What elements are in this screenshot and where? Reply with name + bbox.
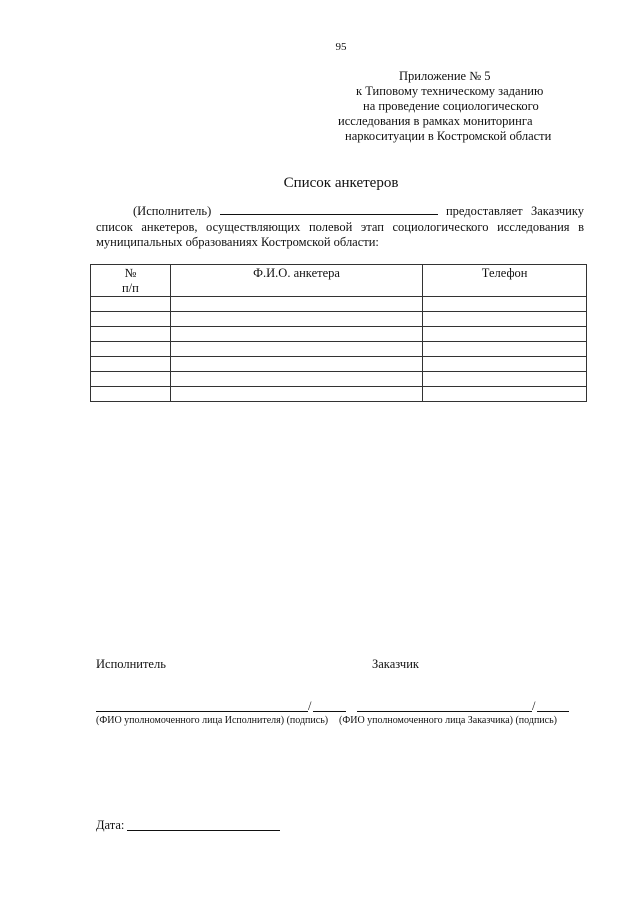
table-row xyxy=(91,342,587,357)
cell-number xyxy=(91,312,171,327)
cell-number xyxy=(91,372,171,387)
customer-label: Заказчик xyxy=(372,657,419,671)
cell-number xyxy=(91,357,171,372)
cell-number xyxy=(91,342,171,357)
appendix-line-2: к Типовому техническому заданию xyxy=(356,84,544,98)
intro-line-3: муниципальных образованиях Костромской области: xyxy=(96,235,379,250)
customer-name-line xyxy=(357,711,532,712)
cell-phone xyxy=(423,297,587,312)
cell-number xyxy=(91,297,171,312)
cell-name xyxy=(170,342,422,357)
executor-label: Исполнитель xyxy=(96,657,166,671)
intro-line-1-suffix: предоставляет Заказчику xyxy=(445,204,585,218)
cell-name xyxy=(170,312,422,327)
appendix-line-5: наркоситуации в Костромской области xyxy=(345,129,552,143)
column-header-phone: Телефон xyxy=(423,265,587,297)
table-header-row xyxy=(91,265,587,297)
cell-phone xyxy=(423,312,587,327)
cell-phone xyxy=(423,387,587,402)
page-number: 95 xyxy=(335,41,347,53)
table-row xyxy=(91,387,587,402)
cell-number xyxy=(91,327,171,342)
executor-name-line xyxy=(96,711,308,712)
table-row xyxy=(91,312,587,327)
intro-line-2: список анкетеров, осуществляющих полевой этап социологического исследования в xyxy=(96,219,584,234)
customer-caption: (ФИО уполномоченного лица Заказчика) (подпись) xyxy=(339,715,557,726)
table-row xyxy=(91,297,587,312)
intro-paragraph xyxy=(96,204,584,251)
cell-number xyxy=(91,387,171,402)
executor-name-blank xyxy=(220,205,438,215)
customer-slash: / xyxy=(532,699,536,713)
date-label: Дата: xyxy=(96,818,125,832)
cell-phone xyxy=(423,372,587,387)
interviewers-table xyxy=(90,264,587,402)
appendix-line-4: исследования в рамках мониторинга xyxy=(338,114,533,128)
intro-line-1 xyxy=(96,204,584,220)
customer-signature-line xyxy=(537,711,569,712)
appendix-line-3: на проведение социологического xyxy=(363,99,539,113)
document-title: Список анкетеров xyxy=(283,175,399,191)
cell-name xyxy=(170,327,422,342)
executor-signature-line xyxy=(313,711,346,712)
cell-phone xyxy=(423,327,587,342)
cell-name xyxy=(170,357,422,372)
executor-prefix: (Исполнитель) xyxy=(133,204,212,218)
table-body xyxy=(91,297,587,402)
table-row xyxy=(91,372,587,387)
cell-name xyxy=(170,387,422,402)
cell-phone xyxy=(423,357,587,372)
cell-phone xyxy=(423,342,587,357)
cell-name xyxy=(170,297,422,312)
column-header-name: Ф.И.О. анкетера xyxy=(170,265,422,297)
cell-name xyxy=(170,372,422,387)
executor-slash: / xyxy=(308,699,312,713)
date-line xyxy=(127,830,280,831)
column-header-number: № п/п xyxy=(91,265,171,297)
table-row xyxy=(91,327,587,342)
executor-caption: (ФИО уполномоченного лица Исполнителя) (подпись) xyxy=(96,715,329,726)
table-row xyxy=(91,357,587,372)
appendix-line-1: Приложение № 5 xyxy=(399,69,491,83)
